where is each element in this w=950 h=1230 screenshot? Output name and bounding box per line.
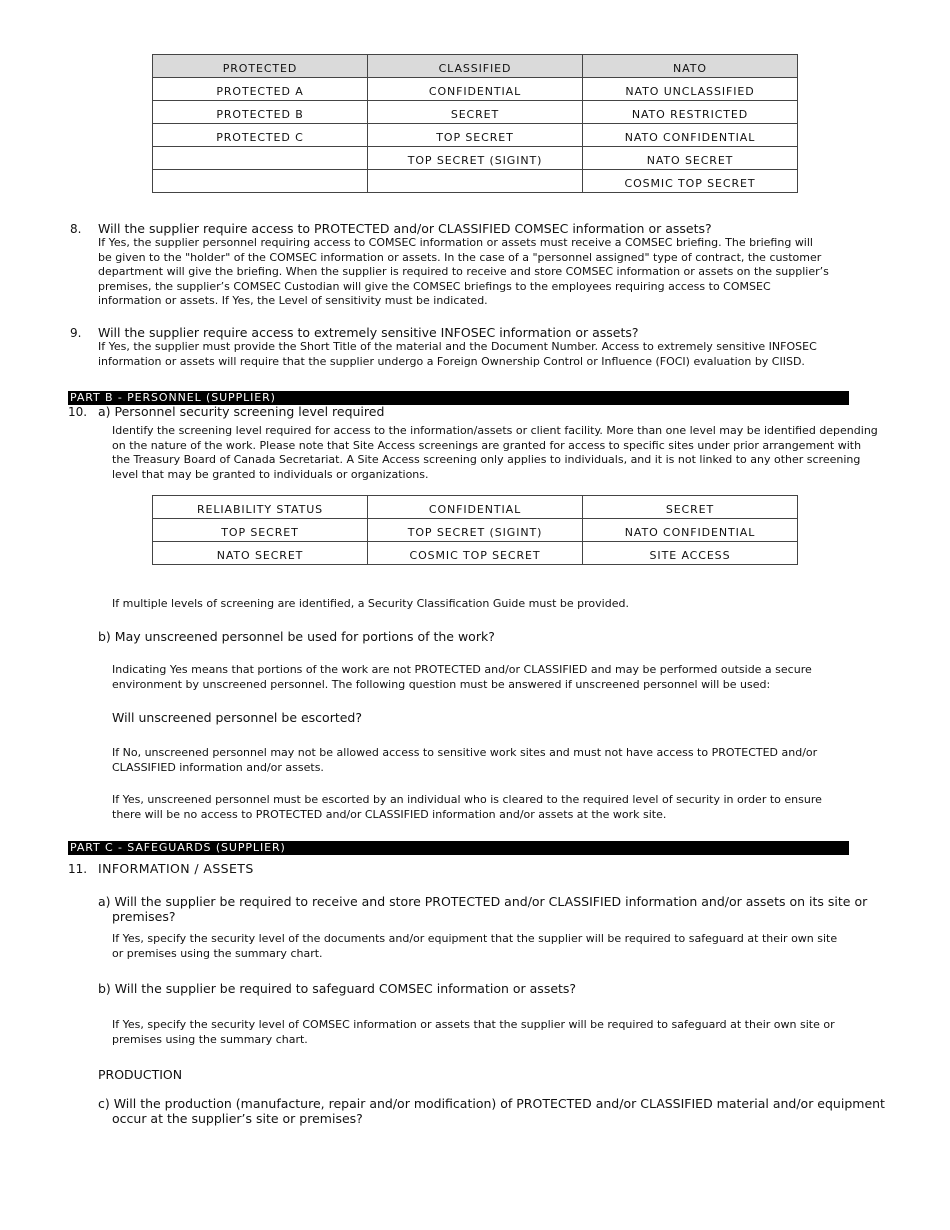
table-cell: TOP SECRET	[368, 124, 583, 147]
table-row	[153, 78, 798, 101]
q11b-question: b) Will the supplier be required to safeguard COMSEC information or assets?	[98, 981, 577, 996]
table-cell: TOP SECRET	[153, 519, 368, 542]
q9-number: 9.	[70, 326, 82, 340]
q10b-title: b) May unscreened personnel be used for portions of the work?	[98, 629, 495, 644]
header-protected: PROTECTED	[153, 55, 368, 78]
table-cell: COSMIC TOP SECRET	[583, 170, 798, 193]
header-classified: CLASSIFIED	[368, 55, 583, 78]
q8-question: Will the supplier require access to PROTECTED and/or CLASSIFIED COMSEC information or assets?	[98, 221, 712, 236]
table-row	[153, 519, 798, 542]
q10-number: 10.	[68, 405, 88, 419]
q11-title: INFORMATION / ASSETS	[98, 861, 254, 876]
escort-yes-explanation: If Yes, unscreened personnel must be escorted by an individual who is cleared to the required level of security in order to ensure there will be no access to PROTECTED and/or CLASSIFIED information and/or assets at the work site.	[112, 793, 822, 821]
part-b-header: PART B - PERSONNEL (SUPPLIER)	[68, 391, 849, 405]
table-cell: PROTECTED A	[153, 78, 368, 101]
table-cell: NATO SECRET	[153, 542, 368, 565]
header-nato: NATO	[583, 55, 798, 78]
q9-explanation: If Yes, the supplier must provide the Short Title of the material and the Document Number. Access to extremely sensitive INFOSEC information or assets will require that the supplier undergo a Foreign Ownership Control or Influence (FOCI) evaluation by CIISD.	[98, 340, 817, 368]
table-cell: SECRET	[583, 496, 798, 519]
table-cell	[153, 147, 368, 170]
table-cell: CONFIDENTIAL	[368, 78, 583, 101]
q8-explanation: If Yes, the supplier personnel requiring access to COMSEC information or assets must receive a COMSEC briefing. The briefing will be given to the "holder" of the COMSEC information or assets. In the case of a "personnel assigned" type of contract, the customer department will give the briefing. When the supplier is required to receive and store COMSEC information or assets on the supplier’s premises, the supplier’s COMSEC Custodian will give the COMSEC briefings to the employees requiring access to COMSEC information or assets. If Yes, the Level of sensitivity must be indicated.	[98, 236, 829, 307]
table-cell: NATO RESTRICTED	[583, 101, 798, 124]
table-cell: TOP SECRET (SIGINT)	[368, 519, 583, 542]
escort-no-explanation: If No, unscreened personnel may not be allowed access to sensitive work sites and must not have access to PROTECTED and/or CLASSIFIED information and/or assets.	[112, 746, 818, 774]
escort-question: Will unscreened personnel be escorted?	[112, 710, 362, 725]
table-cell: CONFIDENTIAL	[368, 496, 583, 519]
table-cell: NATO SECRET	[583, 147, 798, 170]
screening-level-table	[152, 495, 798, 565]
q11c-question: c) Will the production (manufacture, repair and/or modification) of PROTECTED and/or CLASSIFIED material and/or equipment occur at the supplier’s site or premises?	[98, 1096, 885, 1126]
table-cell: PROTECTED B	[153, 101, 368, 124]
q10a-explanation: Identify the screening level required for access to the information/assets or client facility. More than one level may be identified depending on the nature of the work. Please note that Site Access screenings are granted for access to specific sites under prior arrangement with the Treasury Board of Canada Secretariat. A Site Access screening only applies to individuals, and it is not linked to any other screening level that may be granted to individuals or organizations.	[112, 424, 878, 481]
part-c-header: PART C - SAFEGUARDS (SUPPLIER)	[68, 841, 849, 855]
table-cell: NATO CONFIDENTIAL	[583, 519, 798, 542]
table-row	[153, 124, 798, 147]
table-cell: COSMIC TOP SECRET	[368, 542, 583, 565]
table-row	[153, 496, 798, 519]
q11a-question: a) Will the supplier be required to receive and store PROTECTED and/or CLASSIFIED information and/or assets on its site or premises?	[98, 894, 868, 924]
table-cell	[368, 170, 583, 193]
q10b-explanation: Indicating Yes means that portions of the work are not PROTECTED and/or CLASSIFIED and may be performed outside a secure environment by unscreened personnel. The following question must be answered if unscreened personnel will be used:	[112, 663, 812, 691]
q10a-title: a) Personnel security screening level required	[98, 404, 385, 419]
q11b-explanation: If Yes, specify the security level of COMSEC information or assets that the supplier will be required to safeguard at their own site or premises using the summary chart.	[112, 1018, 835, 1046]
q8-number: 8.	[70, 222, 82, 236]
production-heading: PRODUCTION	[98, 1067, 183, 1082]
table-cell: SECRET	[368, 101, 583, 124]
table-cell: SITE ACCESS	[583, 542, 798, 565]
classification-table	[152, 54, 798, 193]
table-row	[153, 101, 798, 124]
table-cell: NATO CONFIDENTIAL	[583, 124, 798, 147]
table-cell	[153, 170, 368, 193]
table-cell: RELIABILITY STATUS	[153, 496, 368, 519]
table-cell: TOP SECRET (SIGINT)	[368, 147, 583, 170]
classification-table-header	[153, 55, 798, 78]
table-row	[153, 170, 798, 193]
table-cell: PROTECTED C	[153, 124, 368, 147]
q11a-explanation: If Yes, specify the security level of the documents and/or equipment that the supplier will be required to safeguard at their own site or premises using the summary chart.	[112, 932, 838, 960]
table-row	[153, 542, 798, 565]
guide-note: If multiple levels of screening are identified, a Security Classification Guide must be provided.	[112, 597, 629, 610]
table-cell: NATO UNCLASSIFIED	[583, 78, 798, 101]
q11-number: 11.	[68, 862, 88, 876]
q9-question: Will the supplier require access to extremely sensitive INFOSEC information or assets?	[98, 325, 639, 340]
table-row	[153, 147, 798, 170]
